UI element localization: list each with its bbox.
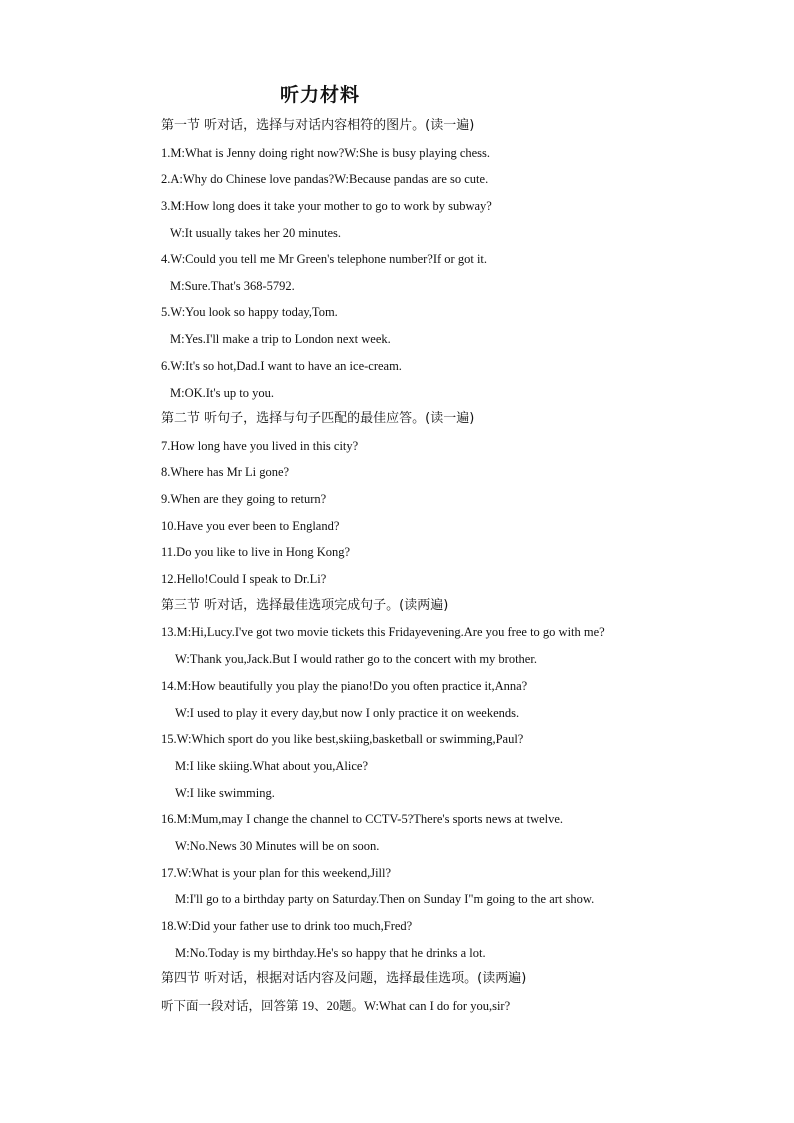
text-line: W:I used to play it every day,but now I only practice it on weekends.	[175, 706, 520, 720]
text-line: 15.W:Which sport do you like best,skiing,basketball or swimming,Paul?	[161, 732, 524, 746]
text-line: 5.W:You look so happy today,Tom.	[161, 305, 338, 319]
text-line: W:I like swimming.	[175, 786, 275, 800]
text-line: M:Sure.That's 368-5792.	[170, 279, 295, 293]
section-heading-2: 第二节 听句子，选择与句子匹配的最佳应答。(读一遍)	[161, 411, 475, 426]
text-line: 16.M:Mum,may I change the channel to CCTV-5?There's sports news at twelve.	[161, 812, 564, 826]
text-line: 1.M:What is Jenny doing right now?W:She is busy playing chess.	[161, 146, 491, 160]
text-line: 17.W:What is your plan for this weekend,Jill?	[161, 866, 392, 880]
text-line: M:Yes.I'll make a trip to London next week.	[170, 332, 391, 346]
text-line: 8.Where has Mr Li gone?	[161, 465, 290, 479]
text-line: 9.When are they going to return?	[161, 492, 327, 506]
text-line: 3.M:How long does it take your mother to go to work by subway?	[161, 199, 492, 213]
text-line: 6.W:It's so hot,Dad.I want to have an ice-cream.	[161, 359, 402, 373]
text-line: 12.Hello!Could I speak to Dr.Li?	[161, 572, 327, 586]
text-line: 2.A:Why do Chinese love pandas?W:Because pandas are so cute.	[161, 172, 489, 186]
text-line: M:I'll go to a birthday party on Saturday.Then on Sunday I"m going to the art show.	[175, 892, 595, 906]
text-line: 18.W:Did your father use to drink too much,Fred?	[161, 919, 413, 933]
text-line: W:Thank you,Jack.But I would rather go to the concert with my brother.	[175, 652, 537, 666]
text-line: W:It usually takes her 20 minutes.	[170, 226, 342, 240]
text-line: M:OK.It's up to you.	[170, 386, 274, 400]
text-line: 14.M:How beautifully you play the piano!Do you often practice it,Anna?	[161, 679, 528, 693]
text-line: 10.Have you ever been to England?	[161, 519, 340, 533]
text-line: M:I like skiing.What about you,Alice?	[175, 759, 369, 773]
page-title: 听力材料	[279, 84, 360, 106]
text-line: W:No.News 30 Minutes will be on soon.	[175, 839, 380, 853]
section-heading-1: 第一节 听对话，选择与对话内容相符的图片。(读一遍)	[161, 118, 475, 133]
text-line: M:No.Today is my birthday.He's so happy that he drinks a lot.	[175, 946, 486, 960]
text-line: 13.M:Hi,Lucy.I've got two movie tickets this Fridayevening.Are you free to go with me?	[161, 625, 605, 639]
text-line: 7.How long have you lived in this city?	[161, 439, 359, 453]
text-line: 11.Do you like to live in Hong Kong?	[161, 545, 351, 559]
section-heading-4: 第四节 听对话，根据对话内容及问题，选择最佳选项。(读两遍)	[161, 971, 527, 986]
section-heading-3: 第三节 听对话，选择最佳选项完成句子。(读两遍)	[161, 598, 449, 613]
text-line: 4.W:Could you tell me Mr Green's telephone number?If or got it.	[161, 252, 488, 266]
text-line: 听下面一段对话，回答第 19、20题。W:What can I do for you,sir?	[161, 999, 511, 1013]
